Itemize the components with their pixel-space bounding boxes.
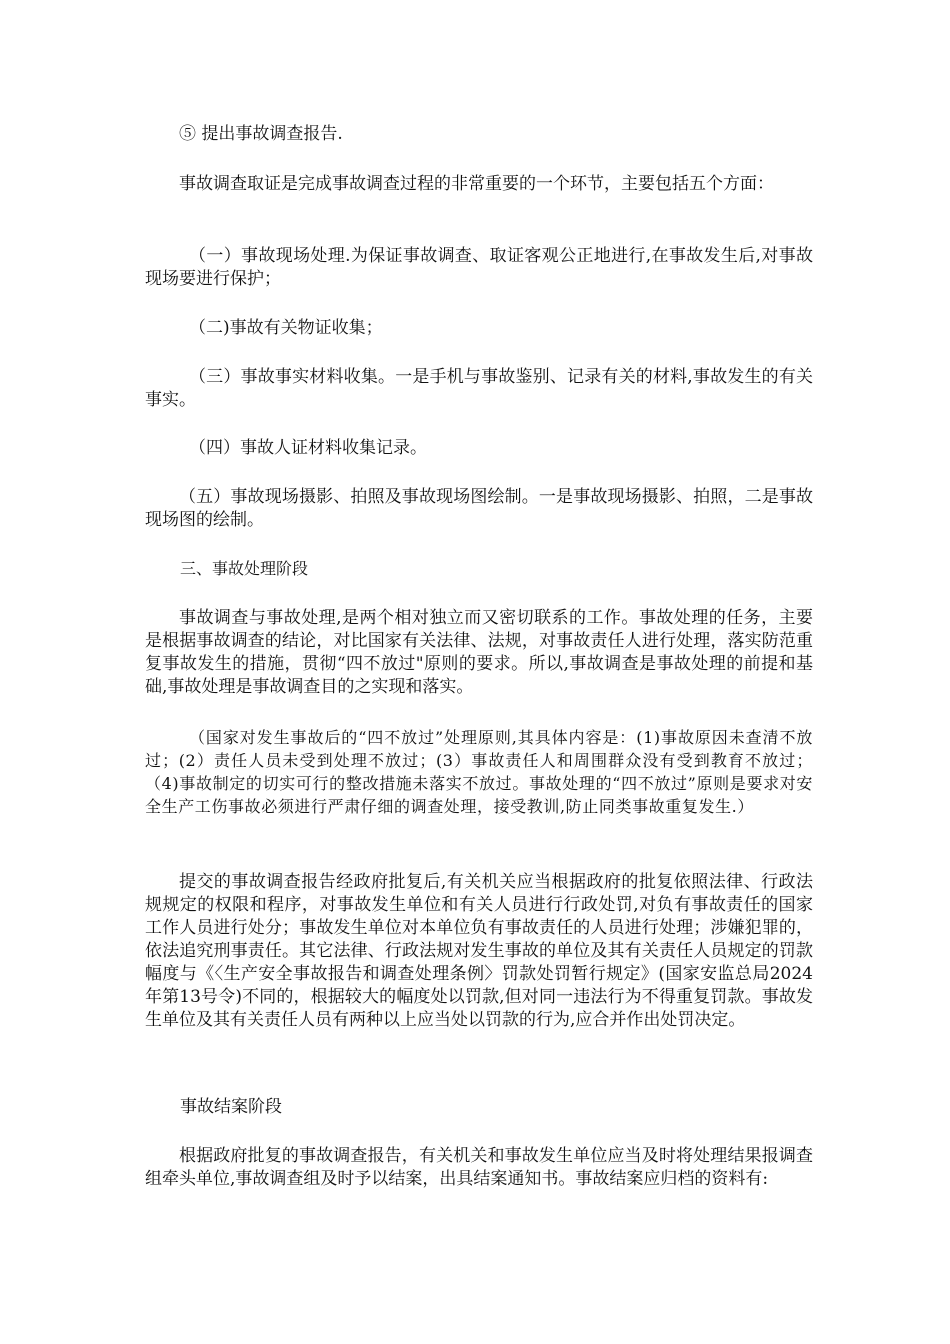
paragraph-case-closure: 根据政府批复的事故调查报告，有关机关和事故发生单位应当及时将处理结果报调查组牵头单位,事故调查组及时予以结案，出具结案通知书。事故结案应归档的资料有:: [145, 1146, 813, 1189]
paragraph-item-4: （四）事故人证材料收集记录。: [189, 438, 427, 458]
paragraph-step-5: ⑤ 提出事故调查报告.: [179, 124, 343, 144]
section-heading-case-closure: 事故结案阶段: [180, 1097, 282, 1117]
paragraph-item-5: （五）事故现场摄影、拍照及事故现场图绘制。一是事故现场摄影、拍照，二是事故现场图的绘制。: [145, 487, 813, 530]
paragraph-item-1: （一）事故现场处理.为保证事故调查、取证客观公正地进行,在事故发生后,对事故现场要进行保护；: [145, 246, 813, 289]
paragraph-evidence-intro: 事故调查取证是完成事故调查过程的非常重要的一个环节，主要包括五个方面：: [179, 174, 774, 194]
section-heading-accident-handling: 三、事故处理阶段: [180, 559, 309, 578]
paragraph-handling-overview: 事故调查与事故处理,是两个相对独立而又密切联系的工作。事故处理的任务，主要是根据事故调查的结论，对比国家有关法律、法规，对事故责任人进行处理，落实防范重复事故发生的措施，贯彻“四不放过"原则的要求。所以,事故调查是事故处理的前提和基础,事故处理是事故调查目的之实现和落实。: [145, 608, 813, 697]
paragraph-item-2: （二)事故有关物证收集；: [189, 318, 383, 338]
paragraph-four-principles-note: （国家对发生事故后的“四不放过”处理原则,其具体内容是：(1)事故原因未查清不放过；(2）责任人员未受到处理不放过；(3）事故责任人和周围群众没有受到教育不放过；（4)事故制定的切实可行的整改措施未落实不放过。事故处理的“四不放过”原则是要求对安全生产工伤事故必须进行严肃仔细的调查处理，接受教训,防止同类事故重复发生.）: [145, 728, 813, 816]
paragraph-item-3: （三）事故事实材料收集。一是手机与事故鉴别、记录有关的材料,事故发生的有关事实。: [145, 367, 813, 410]
paragraph-penalties: 提交的事故调查报告经政府批复后,有关机关应当根据政府的批复依照法律、行政法规规定的权限和程序，对事故发生单位和有关人员进行行政处罚,对负有事故责任的国家工作人员进行处分；事故发生单位对本单位负有事故责任的人员进行处理；涉嫌犯罪的，依法追究刑事责任。其它法律、行政法规对发生事故的单位及其有关责任人员规定的罚款幅度与《〈生产安全事故报告和调查处理条例〉罚款处罚暂行规定》(国家安监总局2024年第13号令)不同的，根据较大的幅度处以罚款,但对同一违法行为不得重复罚款。事故发生单位及其有关责任人员有两种以上应当处以罚款的行为,应合并作出处罚决定。: [145, 872, 813, 1030]
